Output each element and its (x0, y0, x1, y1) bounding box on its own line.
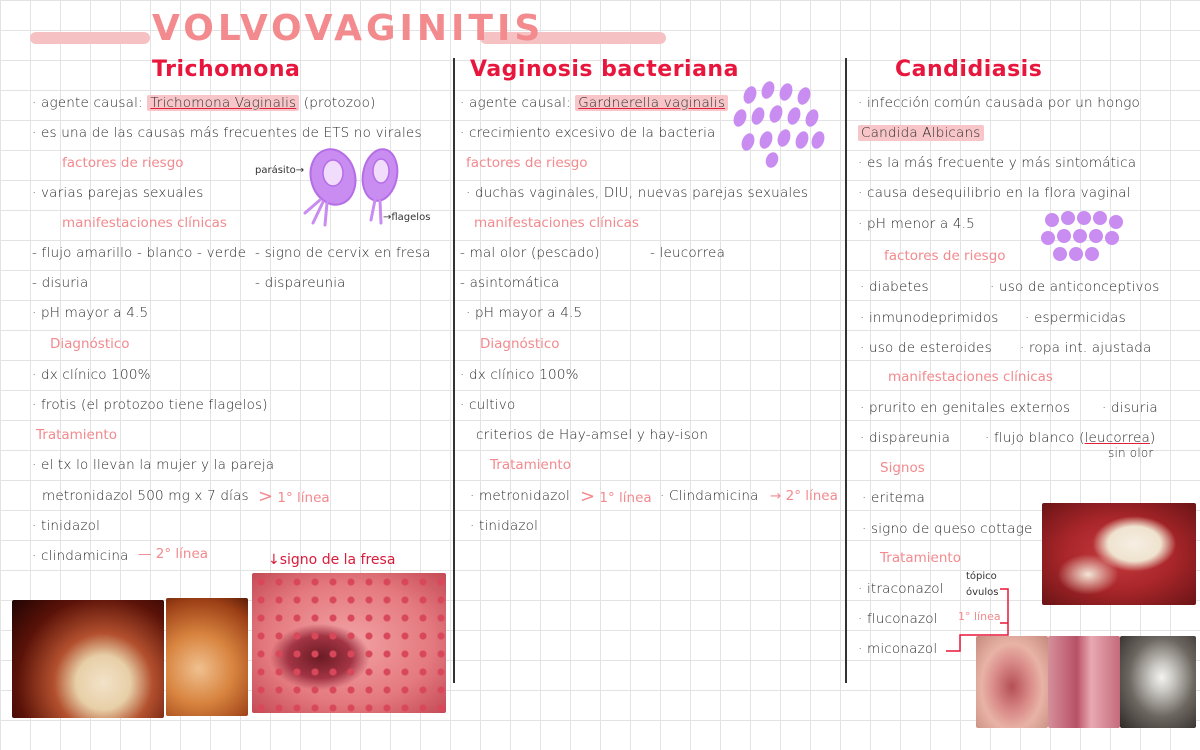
parasite-label: parásito→ (255, 165, 305, 176)
cand-tx-1-note-ovules: óvulos (966, 587, 999, 598)
cottage-cheese-photo (1042, 503, 1196, 605)
trich-photo-2 (166, 598, 248, 716)
trichomona-heading: Trichomona (152, 57, 301, 82)
bv-risk-1: · duchas vaginales, DIU, nuevas parejas sexuales (466, 185, 809, 201)
cand-flora: · causa desequilibrio en la flora vaginal (858, 185, 1131, 201)
bv-tx-clinda-line: → 2° línea (770, 488, 838, 504)
bv-tx-1-line: > 1° línea (580, 486, 652, 507)
trich-dx-2: · frotis (el protozoo tiene flagelos) (32, 397, 268, 413)
cand-sign-2: · signo de queso cottage (862, 521, 1033, 537)
cand-tx-2: · fluconazol (858, 611, 938, 627)
trich-manif-2: - signo de cervix en fresa (255, 245, 431, 261)
cand-sign-1: · eritema (862, 490, 926, 506)
page-title: VOLVOVAGINITIS (152, 8, 545, 49)
gardnerella-illustration (728, 80, 828, 170)
candidiasis-photo-1 (976, 636, 1048, 728)
trich-photo-1 (12, 600, 164, 718)
trich-tx-3: · tinidazol (32, 518, 101, 534)
cand-manif-1: · prurito en genitales externos (860, 400, 1071, 416)
cand-tx-2-line: 1° línea (958, 610, 1001, 623)
trich-manif-5: · pH mayor a 4.5 (32, 305, 149, 321)
trich-tx-4-line: — 2° línea (138, 546, 209, 562)
bv-manif-2: - leucorrea (650, 245, 726, 261)
trich-risk-1: · varias parejas sexuales (32, 185, 204, 201)
cand-risk-1: · diabetes (860, 279, 929, 295)
candidiasis-photo-2 (1048, 636, 1120, 728)
bv-causal-agent: · agente causal: Gardnerella vaginalis (460, 95, 728, 111)
trich-manif-3: - disuria (32, 275, 89, 291)
cand-manif-2: · disuria (1102, 400, 1158, 416)
column-divider-2 (845, 58, 847, 683)
cand-tx-3: · miconazol (858, 641, 938, 657)
bv-heading: Vaginosis bacteriana (470, 57, 739, 82)
cand-manif-4: · flujo blanco (leucorrea) (985, 430, 1156, 446)
trich-tx-1: · el tx lo llevan la mujer y la pareja (32, 457, 275, 473)
strawberry-sign-label: ↓signo de la fresa (268, 552, 396, 568)
bv-dx-1: · dx clínico 100% (460, 367, 579, 383)
cand-tx-1-note-topical: tópico (966, 571, 997, 582)
cand-infection: · infección común causada por un hongo (858, 95, 1140, 111)
bv-dx-3: criterios de Hay-amsel y hay-ison (476, 427, 709, 443)
trich-dx-heading: Diagnóstico (50, 336, 130, 352)
cand-candida-albicans: Candida Albicans (858, 125, 984, 141)
bv-tx-1: · metronidazol (470, 488, 570, 504)
candidiasis-heading: Candidiasis (895, 57, 1043, 82)
trich-causal-agent: · agente causal: Trichomona Vaginalis (protozoo) (32, 95, 376, 111)
cand-risk-3: · inmunodeprimidos (860, 310, 999, 326)
column-divider-1 (453, 58, 455, 683)
trich-risk-heading: factores de riesgo (62, 155, 184, 171)
cand-most-frequent: · es la más frecuente y más sintomática (858, 155, 1137, 171)
bv-dx-2: · cultivo (460, 397, 516, 413)
trich-tx-2-line: > 1° línea (258, 486, 330, 507)
trich-manif-4: - dispareunia (255, 275, 346, 291)
cand-risk-2: · uso de anticonceptivos (990, 279, 1160, 295)
title-underline-left (30, 32, 150, 44)
cand-ph: · pH menor a 4.5 (858, 216, 975, 232)
bv-manif-3: - asintomática (460, 275, 560, 291)
cand-signs-heading: Signos (880, 460, 925, 476)
trich-std-note: · es una de las causas más frecuentes de ETS no virales (32, 125, 422, 141)
bv-manif-4: · pH mayor a 4.5 (466, 305, 583, 321)
bv-tx-2: · tinidazol (470, 518, 539, 534)
bv-tx-clinda: · Clindamicina (660, 488, 759, 504)
trich-dx-1: · dx clínico 100% (32, 367, 151, 383)
trich-manif-heading: manifestaciones clínicas (62, 215, 227, 231)
candidiasis-photo-3 (1120, 636, 1196, 728)
cand-tx-1: · itraconazol (858, 581, 944, 597)
cand-risk-6: · ropa int. ajustada (1020, 340, 1152, 356)
trich-manif-1: - flujo amarillo - blanco - verde (32, 245, 247, 261)
cand-manif-4-sub: sin olor (1108, 446, 1154, 460)
cand-risk-heading: factores de riesgo (884, 248, 1006, 264)
trich-tx-4: · clindamicina (32, 548, 129, 564)
flagella-label: →flagelos (383, 212, 431, 223)
trich-tx-2: metronidazol 500 mg x 7 días (42, 488, 249, 504)
bv-manif-heading: manifestaciones clínicas (474, 215, 639, 231)
cand-risk-4: · espermicidas (1025, 310, 1126, 326)
strawberry-cervix-photo (252, 573, 446, 713)
trich-tx-heading: Tratamiento (36, 427, 117, 443)
bv-dx-heading: Diagnóstico (480, 336, 560, 352)
bv-tx-heading: Tratamiento (490, 457, 571, 473)
cand-risk-5: · uso de esteroides (860, 340, 992, 356)
bv-manif-1: - mal olor (pescado) (460, 245, 600, 261)
cand-manif-3: · dispareunia (860, 430, 951, 446)
candida-illustration (1038, 208, 1128, 264)
bv-growth: · crecimiento excesivo de la bacteria (460, 125, 716, 141)
bv-risk-heading: factores de riesgo (466, 155, 588, 171)
cand-manif-heading: manifestaciones clínicas (888, 369, 1053, 385)
cand-tx-heading: Tratamiento (880, 550, 961, 566)
